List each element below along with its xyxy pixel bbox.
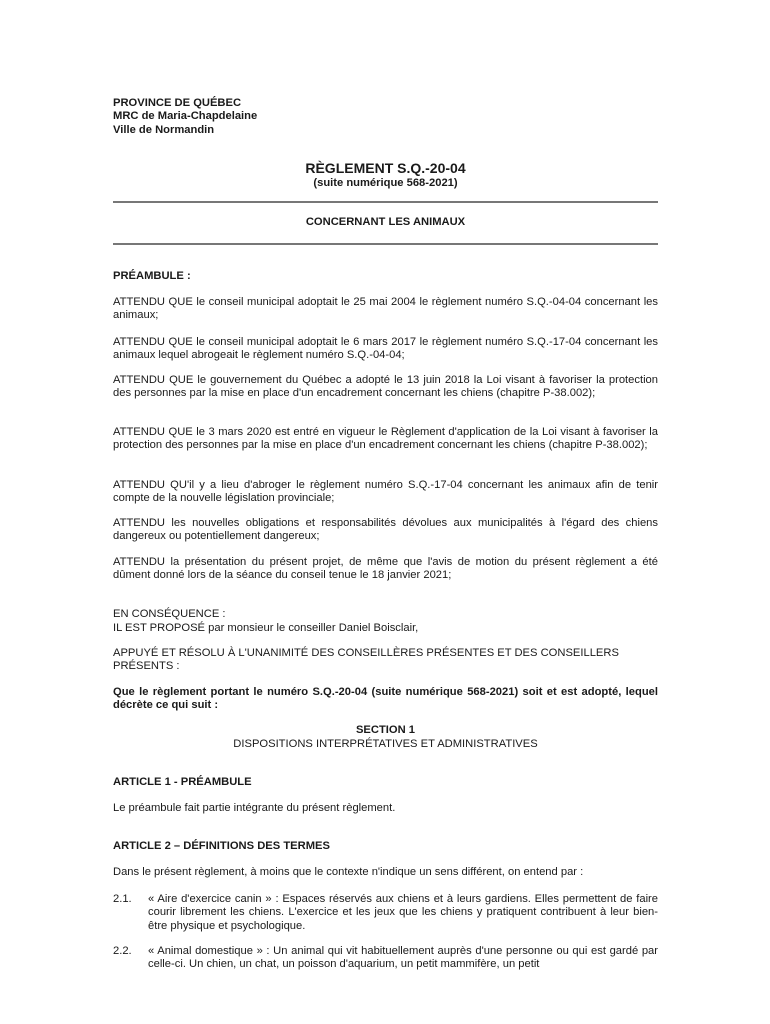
- definition-number: 2.1.: [113, 893, 132, 905]
- document-title: RÈGLEMENT S.Q.-20-04: [305, 160, 466, 176]
- header-province: PROVINCE DE QUÉBEC: [113, 97, 242, 109]
- decrete-paragraph: Que le règlement portant le numéro S.Q.-20-04 (suite numérique 568-2021) soit et est adopté, lequel décrète ce qui suit :: [113, 686, 658, 712]
- definition-item: [113, 893, 658, 933]
- definition-item: [113, 945, 658, 972]
- definition-text: « Animal domestique » : Un animal qui vit habituellement auprès d'une personne ou qui est gardé par celle-ci. Un chien, un chat, un poisson d'aquarium, un petit mammifère, un petit: [148, 945, 658, 971]
- attendu-paragraph: ATTENDU la présentation du présent projet, de même que l'avis de motion du présent règlement a été dûment donné lors de la séance du conseil tenue le 18 janvier 2021;: [113, 556, 658, 582]
- header-block: [113, 97, 658, 137]
- definition-text: « Aire d'exercice canin » : Espaces réservés aux chiens et à leurs gardiens. Elles permettent de faire courir librement les chiens. L'exercice et les jeux que les chiens y pratiquent contribuent à leur bien-être physique et psychologique.: [148, 893, 658, 932]
- attendu-paragraph: ATTENDU QUE le conseil municipal adoptait le 6 mars 2017 le règlement numéro S.Q.-17-04 concernant les animaux lequel abrogeait le règlement numéro S.Q.-04-04;: [113, 336, 658, 362]
- appuye-paragraph: APPUYÉ ET RÉSOLU À L'UNANIMITÉ DES CONSEILLÈRES PRÉSENTES ET DES CONSEILLERS PRÉSENTS :: [113, 647, 619, 673]
- header-mrc: MRC de Maria-Chapdelaine: [113, 110, 258, 123]
- consequence-label: EN CONSÉQUENCE :: [113, 608, 226, 620]
- title-rule-bottom: [113, 243, 658, 245]
- title-rule-top: [113, 201, 658, 203]
- section-subtitle: DISPOSITIONS INTERPRÉTATIVES ET ADMINISTRATIVES: [233, 738, 538, 750]
- document-subtitle: (suite numérique 568-2021): [313, 177, 458, 189]
- article-2-heading: ARTICLE 2 – DÉFINITIONS DES TERMES: [113, 840, 330, 852]
- attendu-paragraph: ATTENDU QU'il y a lieu d'abroger le règlement numéro S.Q.-17-04 concernant les animaux afin de tenir compte de la nouvelle législation provinciale;: [113, 479, 658, 505]
- article-2-intro: Dans le présent règlement, à moins que le contexte n'indique un sens différent, on entend par :: [113, 866, 584, 878]
- section-title: SECTION 1: [355, 724, 416, 736]
- definition-number: 2.2.: [113, 945, 132, 957]
- attendu-paragraph: ATTENDU les nouvelles obligations et responsabilités dévolues aux municipalités à l'égard des chiens dangereux ou potentiellement dangereux;: [113, 517, 658, 543]
- article-1-heading: ARTICLE 1 - PRÉAMBULE: [113, 776, 252, 788]
- document-subject: CONCERNANT LES ANIMAUX: [305, 216, 466, 228]
- preamble-heading: PRÉAMBULE :: [113, 270, 191, 282]
- attendu-paragraph: ATTENDU QUE le gouvernement du Québec a adopté le 13 juin 2018 la Loi visant à favoriser la protection des personnes par la mise en place d'un encadrement concernant les chiens (chapitre P-38.002);: [113, 374, 658, 400]
- article-1-text: Le préambule fait partie intégrante du présent règlement.: [113, 802, 396, 814]
- attendu-paragraph: ATTENDU QUE le conseil municipal adoptait le 25 mai 2004 le règlement numéro S.Q.-04-04 concernant les animaux;: [113, 296, 658, 322]
- propose-line: IL EST PROPOSÉ par monsieur le conseiller Daniel Boisclair,: [113, 622, 419, 634]
- attendu-paragraph: ATTENDU QUE le 3 mars 2020 est entré en vigueur le Règlement d'application de la Loi visant à favoriser la protection des personnes par la mise en place d'un encadrement concernant les chiens (chapitre P-38.002);: [113, 426, 658, 452]
- header-ville: Ville de Normandin: [113, 123, 215, 136]
